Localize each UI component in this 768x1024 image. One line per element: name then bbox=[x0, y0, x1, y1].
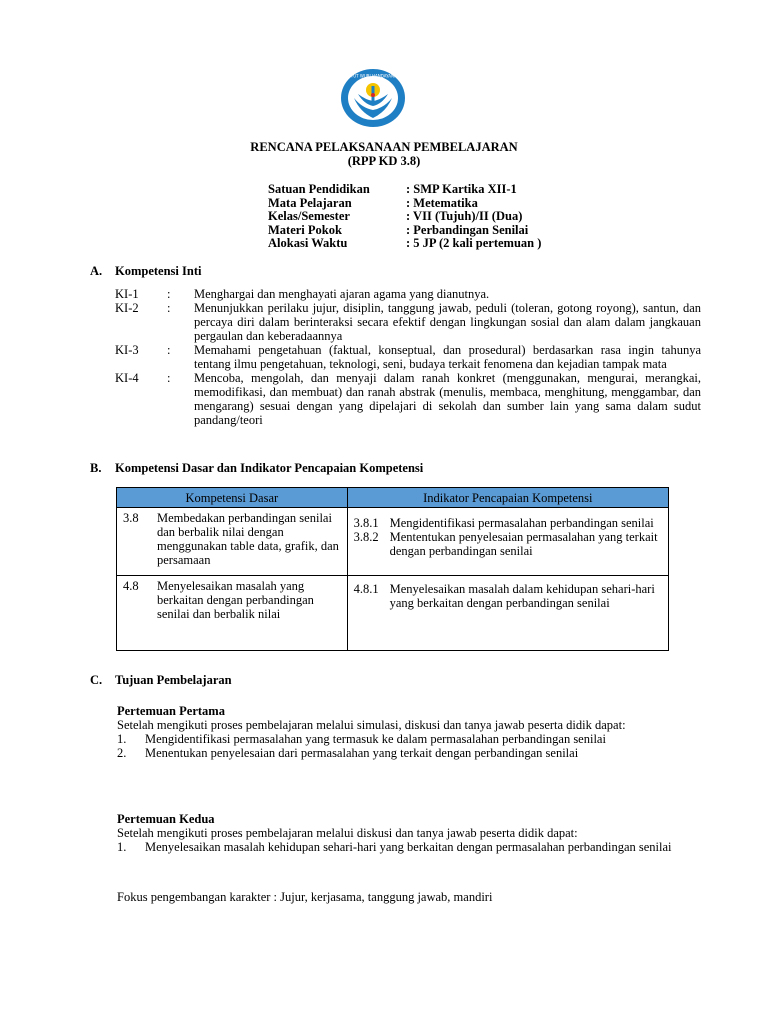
meeting-2-title: Pertemuan Kedua bbox=[117, 812, 215, 826]
section-c-heading bbox=[90, 673, 232, 687]
ki-text: Menunjukkan perilaku jujur, disiplin, tanggung jawab, peduli (toleran, gotong royong), santun, dan percaya diri dalam berinteraksi secara efektif dengan lingkungan sosial dan alam dalam jangkauan pergaulan dan keberadaannya bbox=[194, 301, 701, 343]
ki-text: Memahami pengetahuan (faktual, konseptual, dan prosedural) berdasarkan rasa ingin tahunya tentang ilmu pengetahuan, teknologi, seni, budaya terkait fenomena dan kejadian tampak mata bbox=[194, 343, 701, 371]
ki-item bbox=[115, 301, 701, 343]
identity-row bbox=[268, 223, 541, 237]
ki-text: Mencoba, mengolah, dan menyaji dalam ranah konkret (menggunakan, mengurai, merangkai, memodifikasi, dan membuat) dan ranah abstrak (menulis, membaca, menghitung, menggambar, dan mengarang) sesuai dengan yang dipelajari di sekolah dan sumber lain yang sama dalam sudut pandang/teori bbox=[194, 371, 701, 427]
ipk-item bbox=[354, 516, 662, 530]
ki-colon: : bbox=[167, 287, 171, 301]
ipk-text: Mententukan penyelesaian permasalahan yang terkait dengan perbandingan senilai bbox=[389, 530, 658, 558]
table-header-row bbox=[117, 488, 669, 508]
section-title: Kompetensi Inti bbox=[115, 264, 202, 278]
ipk-number: 3.8.1 bbox=[353, 516, 379, 530]
ipk-text: Menyelesaikan masalah dalam kehidupan sehari-hari yang berkaitan dengan perbandingan senilai bbox=[389, 582, 655, 610]
section-letter: B. bbox=[90, 461, 102, 475]
section-a-heading bbox=[90, 264, 201, 278]
list-text: Menyelesaikan masalah kehidupan sehari-hari yang berkaitan dengan permasalahan perbandingan senilai bbox=[145, 840, 672, 854]
list-item bbox=[117, 840, 697, 854]
list-item bbox=[117, 732, 697, 746]
ki-code: KI-3 bbox=[115, 343, 139, 357]
ipk-cell bbox=[347, 508, 668, 576]
identity-row bbox=[268, 196, 541, 210]
kd-text: Menyelesaikan masalah yang berkaitan dengan perbandingan senilai dan berbalik nilai bbox=[157, 579, 314, 621]
identity-label: Satuan Pendidikan bbox=[268, 182, 370, 196]
ki-colon: : bbox=[167, 371, 171, 385]
identity-label: Alokasi Waktu bbox=[268, 236, 348, 250]
identity-label: Materi Pokok bbox=[268, 222, 342, 237]
identity-label: Mata Pelajaran bbox=[268, 195, 352, 210]
document-title: RENCANA PELAKSANAAN PEMBELAJARAN bbox=[250, 140, 518, 154]
list-item bbox=[117, 746, 697, 760]
ki-text: Menghargai dan menghayati ajaran agama yang dianutnya. bbox=[194, 287, 490, 301]
section-title: Kompetensi Dasar dan Indikator Pencapaian Kompetensi bbox=[115, 461, 424, 475]
ki-list bbox=[115, 287, 701, 427]
ki-colon: : bbox=[167, 343, 171, 357]
meeting-1-intro: Setelah mengikuti proses pembelajaran melalui simulasi, diskusi dan tanya jawab peserta didik dapat: bbox=[117, 718, 626, 732]
list-number: 2. bbox=[117, 746, 127, 760]
document-subtitle: (RPP KD 3.8) bbox=[347, 154, 421, 168]
kd-cell bbox=[117, 508, 348, 576]
table-header-ipk: Indikator Pencapaian Kompetensi bbox=[347, 488, 668, 508]
identity-value: : VII (Tujuh)/II (Dua) bbox=[406, 209, 523, 223]
kd-table bbox=[116, 487, 669, 651]
ipk-item bbox=[354, 530, 662, 558]
list-number: 1. bbox=[117, 840, 127, 854]
identity-value: : 5 JP (2 kali pertemuan ) bbox=[406, 236, 542, 250]
ipk-cell bbox=[347, 576, 668, 651]
ki-code: KI-4 bbox=[115, 371, 139, 385]
kd-number: 3.8 bbox=[123, 511, 139, 525]
identity-row bbox=[268, 236, 541, 250]
ki-item bbox=[115, 343, 701, 371]
identity-row bbox=[268, 182, 541, 196]
meeting-2-block bbox=[117, 812, 697, 854]
list-text: Mengidentifikasi permasalahan yang termasuk ke dalam permasalahan perbandingan senilai bbox=[145, 732, 606, 746]
identity-block bbox=[268, 182, 541, 250]
identity-label: Kelas/Semester bbox=[268, 209, 350, 223]
identity-value: : SMP Kartika XII-1 bbox=[406, 182, 517, 196]
identity-row bbox=[268, 209, 541, 223]
identity-value: : Perbandingan Senilai bbox=[406, 222, 529, 237]
logo-lettering: TUT WURI HANDAYANI bbox=[350, 73, 396, 79]
kd-text: Membedakan perbandingan senilai dan berbalik nilai dengan menggunakan table data, grafik, dan persamaan bbox=[157, 511, 339, 567]
ki-colon: : bbox=[167, 301, 171, 315]
ipk-text: Mengidentifikasi permasalahan perbandingan senilai bbox=[389, 516, 654, 530]
section-letter: A. bbox=[90, 264, 103, 278]
list-number: 1. bbox=[117, 732, 127, 746]
section-b-heading bbox=[90, 461, 423, 475]
meeting-1-block bbox=[117, 704, 697, 760]
table-row bbox=[117, 508, 669, 576]
ki-code: KI-1 bbox=[115, 287, 139, 301]
table-header-kd: Kompetensi Dasar bbox=[117, 488, 348, 508]
list-text: Menentukan penyelesaian dari permasalahan yang terkait dengan perbandingan senilai bbox=[145, 746, 579, 760]
ki-item bbox=[115, 287, 701, 301]
kd-number: 4.8 bbox=[123, 579, 139, 593]
ki-code: KI-2 bbox=[115, 301, 139, 315]
kd-cell bbox=[117, 576, 348, 651]
ipk-item bbox=[354, 582, 662, 610]
character-focus: Fokus pengembangan karakter : Jujur, kerjasama, tanggung jawab, mandiri bbox=[117, 890, 493, 904]
tut-wuri-handayani-logo bbox=[340, 68, 406, 130]
table-row bbox=[117, 576, 669, 651]
meeting-2-intro: Setelah mengikuti proses pembelajaran melalui diskusi dan tanya jawab peserta didik dapat: bbox=[117, 826, 578, 840]
meeting-1-title: Pertemuan Pertama bbox=[117, 704, 225, 718]
identity-value: : Metematika bbox=[406, 195, 478, 210]
ki-item bbox=[115, 371, 701, 427]
ipk-number: 3.8.2 bbox=[353, 530, 379, 544]
section-letter: C. bbox=[90, 673, 103, 687]
section-title: Tujuan Pembelajaran bbox=[115, 673, 232, 687]
ipk-number: 4.8.1 bbox=[353, 582, 379, 596]
